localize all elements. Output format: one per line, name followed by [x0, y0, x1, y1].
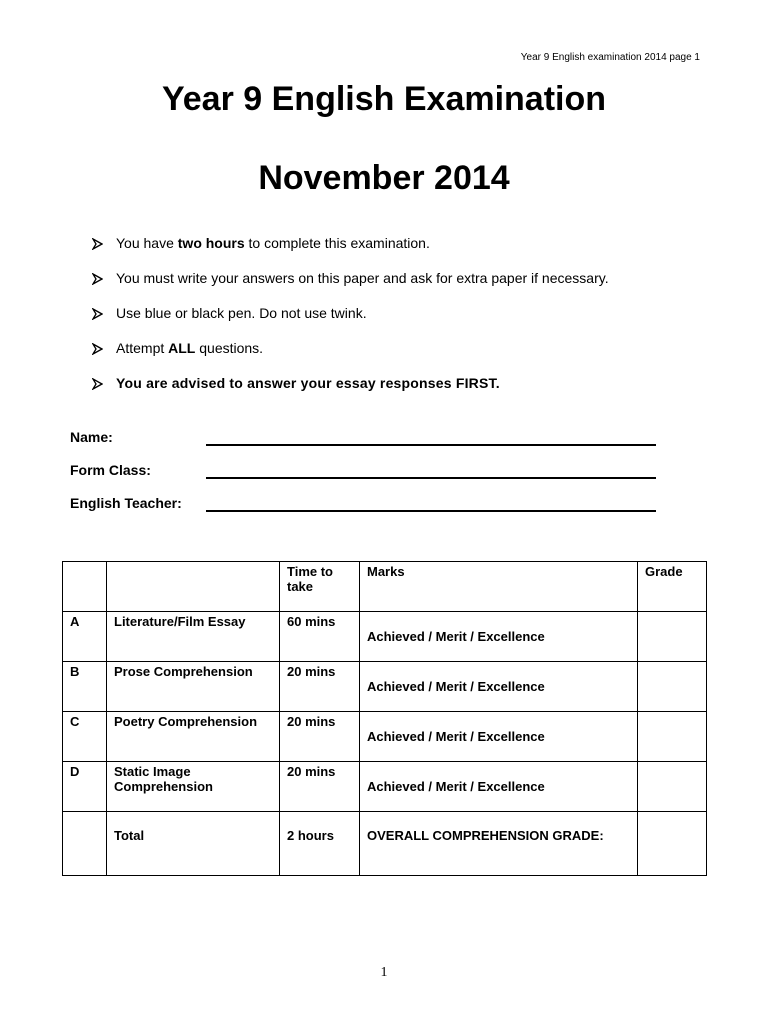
header-time: Time to take [280, 562, 360, 612]
section-name: Poetry Comprehension [107, 712, 280, 762]
arrowhead-bullet-icon [92, 372, 116, 394]
table-row [63, 762, 707, 812]
table-row [63, 712, 707, 762]
english-teacher-label: English Teacher: [70, 495, 182, 511]
instruction-pen [92, 302, 609, 337]
overall-grade-cell[interactable] [638, 812, 707, 876]
section-marks: Achieved / Merit / Excellence [360, 662, 638, 712]
section-marks: Achieved / Merit / Excellence [360, 712, 638, 762]
instruction-text: Use blue or black pen. Do not use twink. [116, 305, 367, 321]
total-blank [63, 812, 107, 876]
section-name: Static Image Comprehension [107, 762, 280, 812]
instruction-essay-first [92, 372, 609, 407]
header-marks: Marks [360, 562, 638, 612]
page-number: 1 [380, 965, 388, 980]
instruction-answers [92, 267, 609, 302]
section-name: Prose Comprehension [107, 662, 280, 712]
name-write-line[interactable] [206, 430, 656, 446]
section-time: 60 mins [280, 612, 360, 662]
instruction-text: Attempt ALL questions. [116, 340, 264, 356]
english-teacher-field [70, 492, 656, 525]
instruction-text: You are advised to answer your essay responses FIRST. [116, 375, 500, 391]
section-grade[interactable] [638, 612, 707, 662]
section-letter: D [63, 762, 107, 812]
table-header-row [63, 562, 707, 612]
header-cell [107, 562, 280, 612]
section-time: 20 mins [280, 712, 360, 762]
section-letter: A [63, 612, 107, 662]
english-teacher-write-line[interactable] [206, 496, 656, 512]
instructions-list [92, 232, 609, 407]
name-label: Name: [70, 429, 113, 445]
table-row [63, 662, 707, 712]
table-total-row [63, 812, 707, 876]
marks-table [62, 561, 707, 876]
arrowhead-bullet-icon [92, 337, 116, 359]
arrowhead-bullet-icon [92, 232, 116, 254]
exam-title: Year 9 English Examination [161, 80, 607, 118]
arrowhead-bullet-icon [92, 267, 116, 289]
form-class-field [70, 459, 656, 492]
table-row [63, 612, 707, 662]
section-grade[interactable] [638, 762, 707, 812]
overall-grade-label: OVERALL COMPREHENSION GRADE: [360, 812, 638, 876]
name-field [70, 426, 656, 459]
section-time: 20 mins [280, 662, 360, 712]
section-name: Literature/Film Essay [107, 612, 280, 662]
arrowhead-bullet-icon [92, 302, 116, 324]
form-class-write-line[interactable] [206, 463, 656, 479]
page-header-note: Year 9 English examination 2014 page 1 [520, 52, 700, 63]
section-time: 20 mins [280, 762, 360, 812]
section-grade[interactable] [638, 712, 707, 762]
section-letter: B [63, 662, 107, 712]
instruction-attempt [92, 337, 609, 372]
header-cell [63, 562, 107, 612]
header-grade: Grade [638, 562, 707, 612]
instruction-text: You must write your answers on this paper and ask for extra paper if necessary. [116, 270, 609, 286]
section-marks: Achieved / Merit / Excellence [360, 612, 638, 662]
section-grade[interactable] [638, 662, 707, 712]
instruction-time [92, 232, 609, 267]
section-marks: Achieved / Merit / Excellence [360, 762, 638, 812]
total-time: 2 hours [280, 812, 360, 876]
section-letter: C [63, 712, 107, 762]
form-class-label: Form Class: [70, 462, 151, 478]
total-label: Total [107, 812, 280, 876]
exam-date: November 2014 [258, 159, 510, 197]
student-details [70, 426, 656, 525]
instruction-text: You have two hours to complete this examination. [116, 235, 430, 251]
